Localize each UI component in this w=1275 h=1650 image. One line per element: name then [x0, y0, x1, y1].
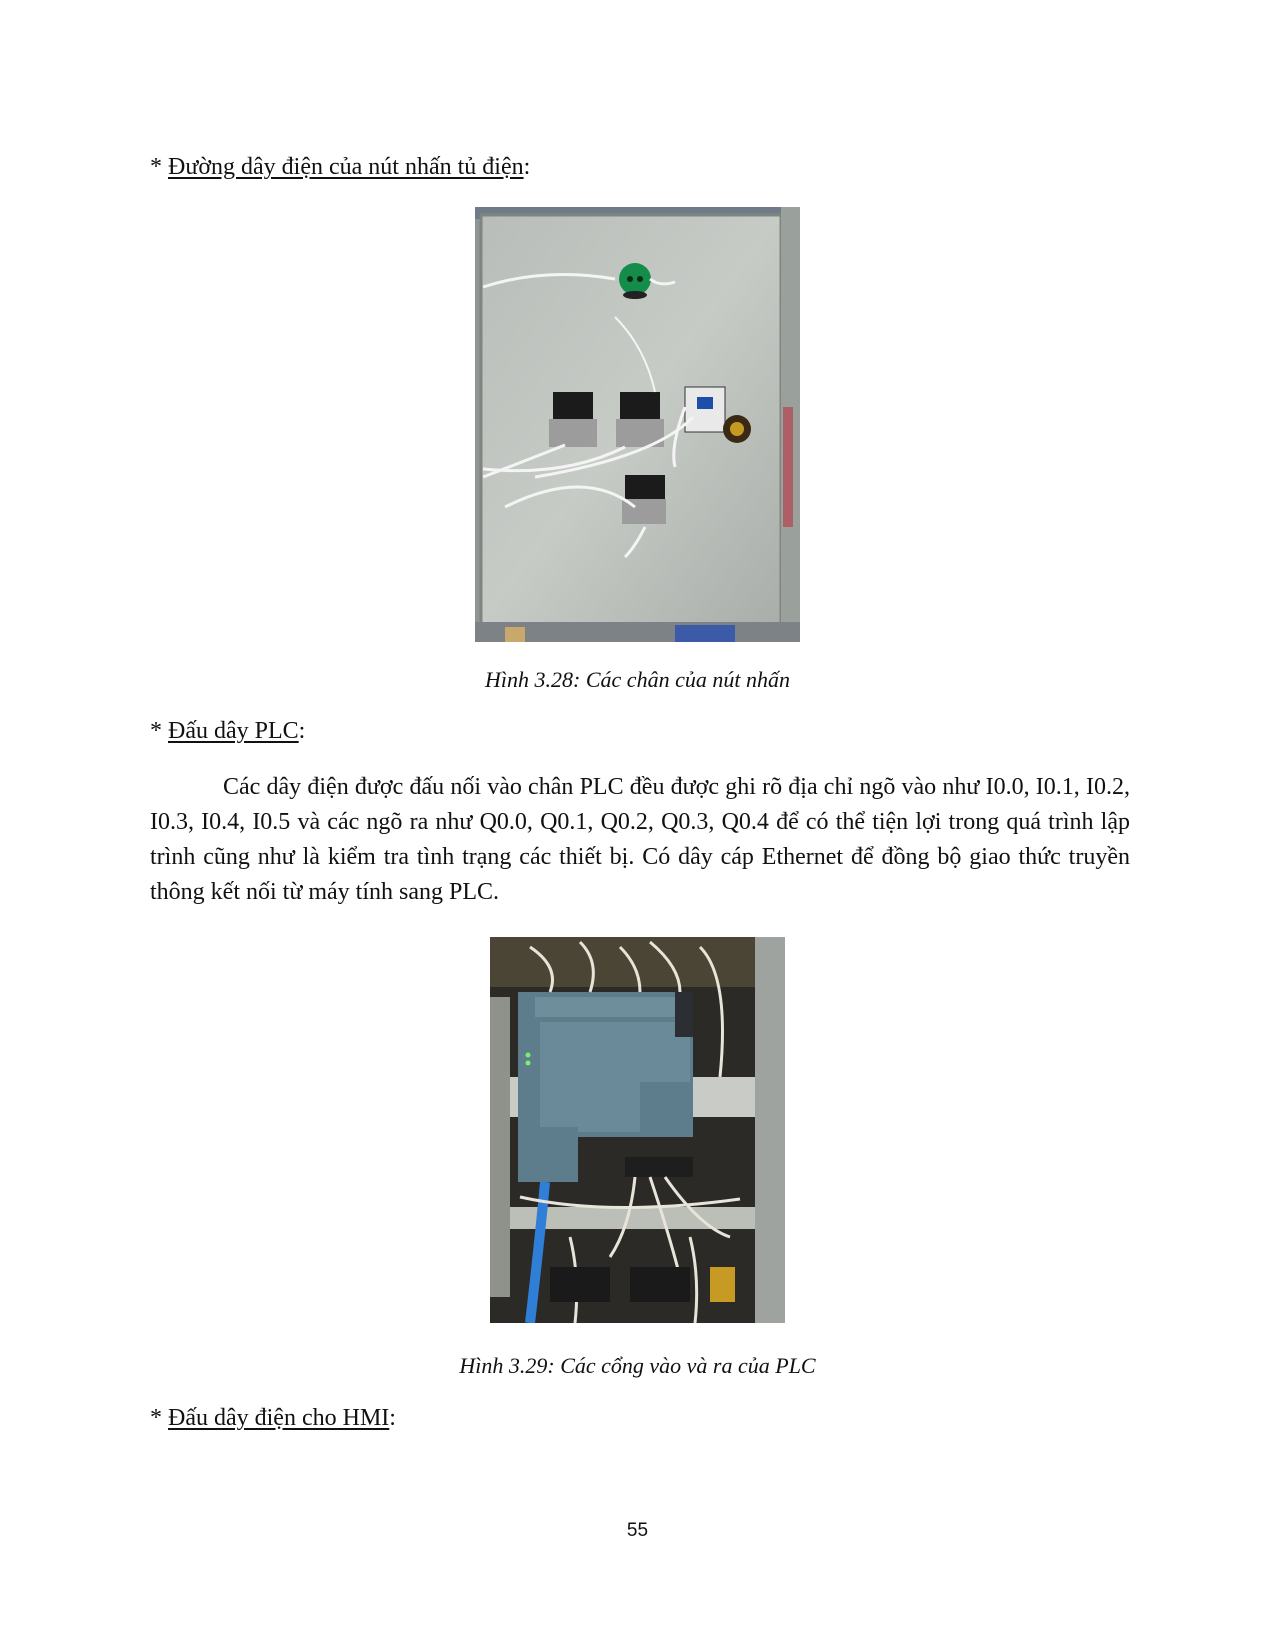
section-heading-button-wiring	[150, 152, 530, 182]
heading-bullet: *	[150, 154, 168, 180]
heading-bullet: *	[150, 1405, 168, 1431]
figure-caption-3-29: Hình 3.29: Các cổng vào và ra của PLC	[459, 1353, 816, 1378]
heading-bullet: *	[150, 718, 168, 744]
plc-wiring-paragraph: Các dây điện được đấu nối vào chân PLC đều được ghi rõ địa chỉ ngõ vào như I0.0, I0.1, I0.2, I0.3, I0.4, I0.5 và các ngõ ra như Q0.0, Q0.1, Q0.2, Q0.3, Q0.4 để có thể tiện lợi trong quá trình lập trình cũng như là kiểm tra tình trạng các thiết bị. Có dây cáp Ethernet để đồng bộ giao thức truyền thông kết nối từ máy tính sang PLC.	[150, 774, 1130, 905]
cabinet-buttons-photo	[475, 207, 800, 642]
heading-title: Đấu dây PLC	[168, 718, 299, 744]
heading-title: Đấu dây điện cho HMI	[168, 1405, 390, 1431]
heading-colon: :	[389, 1405, 396, 1431]
figure-caption-3-28: Hình 3.28: Các chân của nút nhấn	[485, 667, 790, 692]
plc-ports-photo	[490, 937, 785, 1323]
plc-ports-image	[490, 937, 785, 1323]
heading-colon: :	[298, 718, 306, 744]
section-heading-hmi-wiring	[150, 1403, 396, 1433]
page-number: 55	[626, 1520, 649, 1541]
cabinet-buttons-image	[475, 207, 800, 642]
heading-title: Đường dây điện của nút nhấn tủ điện	[168, 154, 524, 180]
heading-colon: :	[523, 154, 531, 180]
section-heading-plc-wiring	[150, 716, 305, 746]
